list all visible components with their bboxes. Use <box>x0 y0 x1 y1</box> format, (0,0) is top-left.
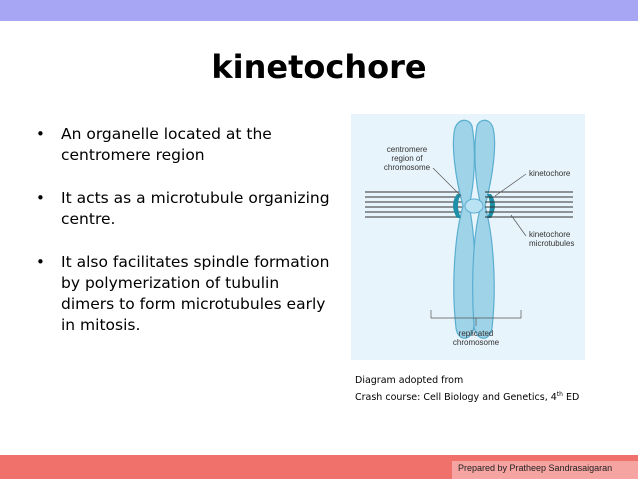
top-banner <box>0 0 638 21</box>
microtubules-right <box>485 192 573 217</box>
label-centromere-3: chromosome <box>383 163 431 172</box>
chromatids <box>453 120 494 338</box>
bullet-text: An organelle located at the centromere region <box>61 125 272 164</box>
slide-title: kinetochore <box>211 48 427 86</box>
diagram-caption <box>355 374 579 405</box>
bullet-list <box>34 124 334 358</box>
bullet-item <box>34 124 334 166</box>
bullet-text: It also facilitates spindle formation by polymerization of tubulin dimers to form microtubules early in mitosis. <box>61 253 330 334</box>
caption-source: Crash course: Cell Biology and Genetics, 4 <box>355 392 557 404</box>
bullet-item <box>34 188 334 230</box>
caption-line-2 <box>355 388 579 405</box>
label-microtubules-1: kinetochore <box>529 230 571 239</box>
microtubules-left <box>365 192 463 217</box>
centromere <box>465 199 483 213</box>
caption-line-1: Diagram adopted from <box>355 375 464 386</box>
label-centromere-1: centromere <box>386 145 428 154</box>
label-replicated-1: replicated <box>458 329 494 338</box>
bullet-icon: • <box>36 125 45 143</box>
label-microtubules-2: microtubules <box>529 239 575 248</box>
caption-edition: ED <box>562 392 580 404</box>
bullet-icon: • <box>36 253 45 271</box>
author-credit: Prepared by Pratheep Sandrasaigaran <box>458 463 613 473</box>
bullet-icon: • <box>36 189 45 207</box>
caption-superscript: th <box>556 391 563 398</box>
label-centromere-2: region of <box>391 154 423 163</box>
label-replicated-2: chromosome <box>452 338 500 347</box>
bullet-item <box>34 252 334 336</box>
chromosome-diagram <box>351 114 585 360</box>
bullet-text: It acts as a microtubule organizing centre. <box>61 189 330 228</box>
chromosome-illustration <box>351 114 585 360</box>
label-kinetochore: kinetochore <box>529 169 571 178</box>
